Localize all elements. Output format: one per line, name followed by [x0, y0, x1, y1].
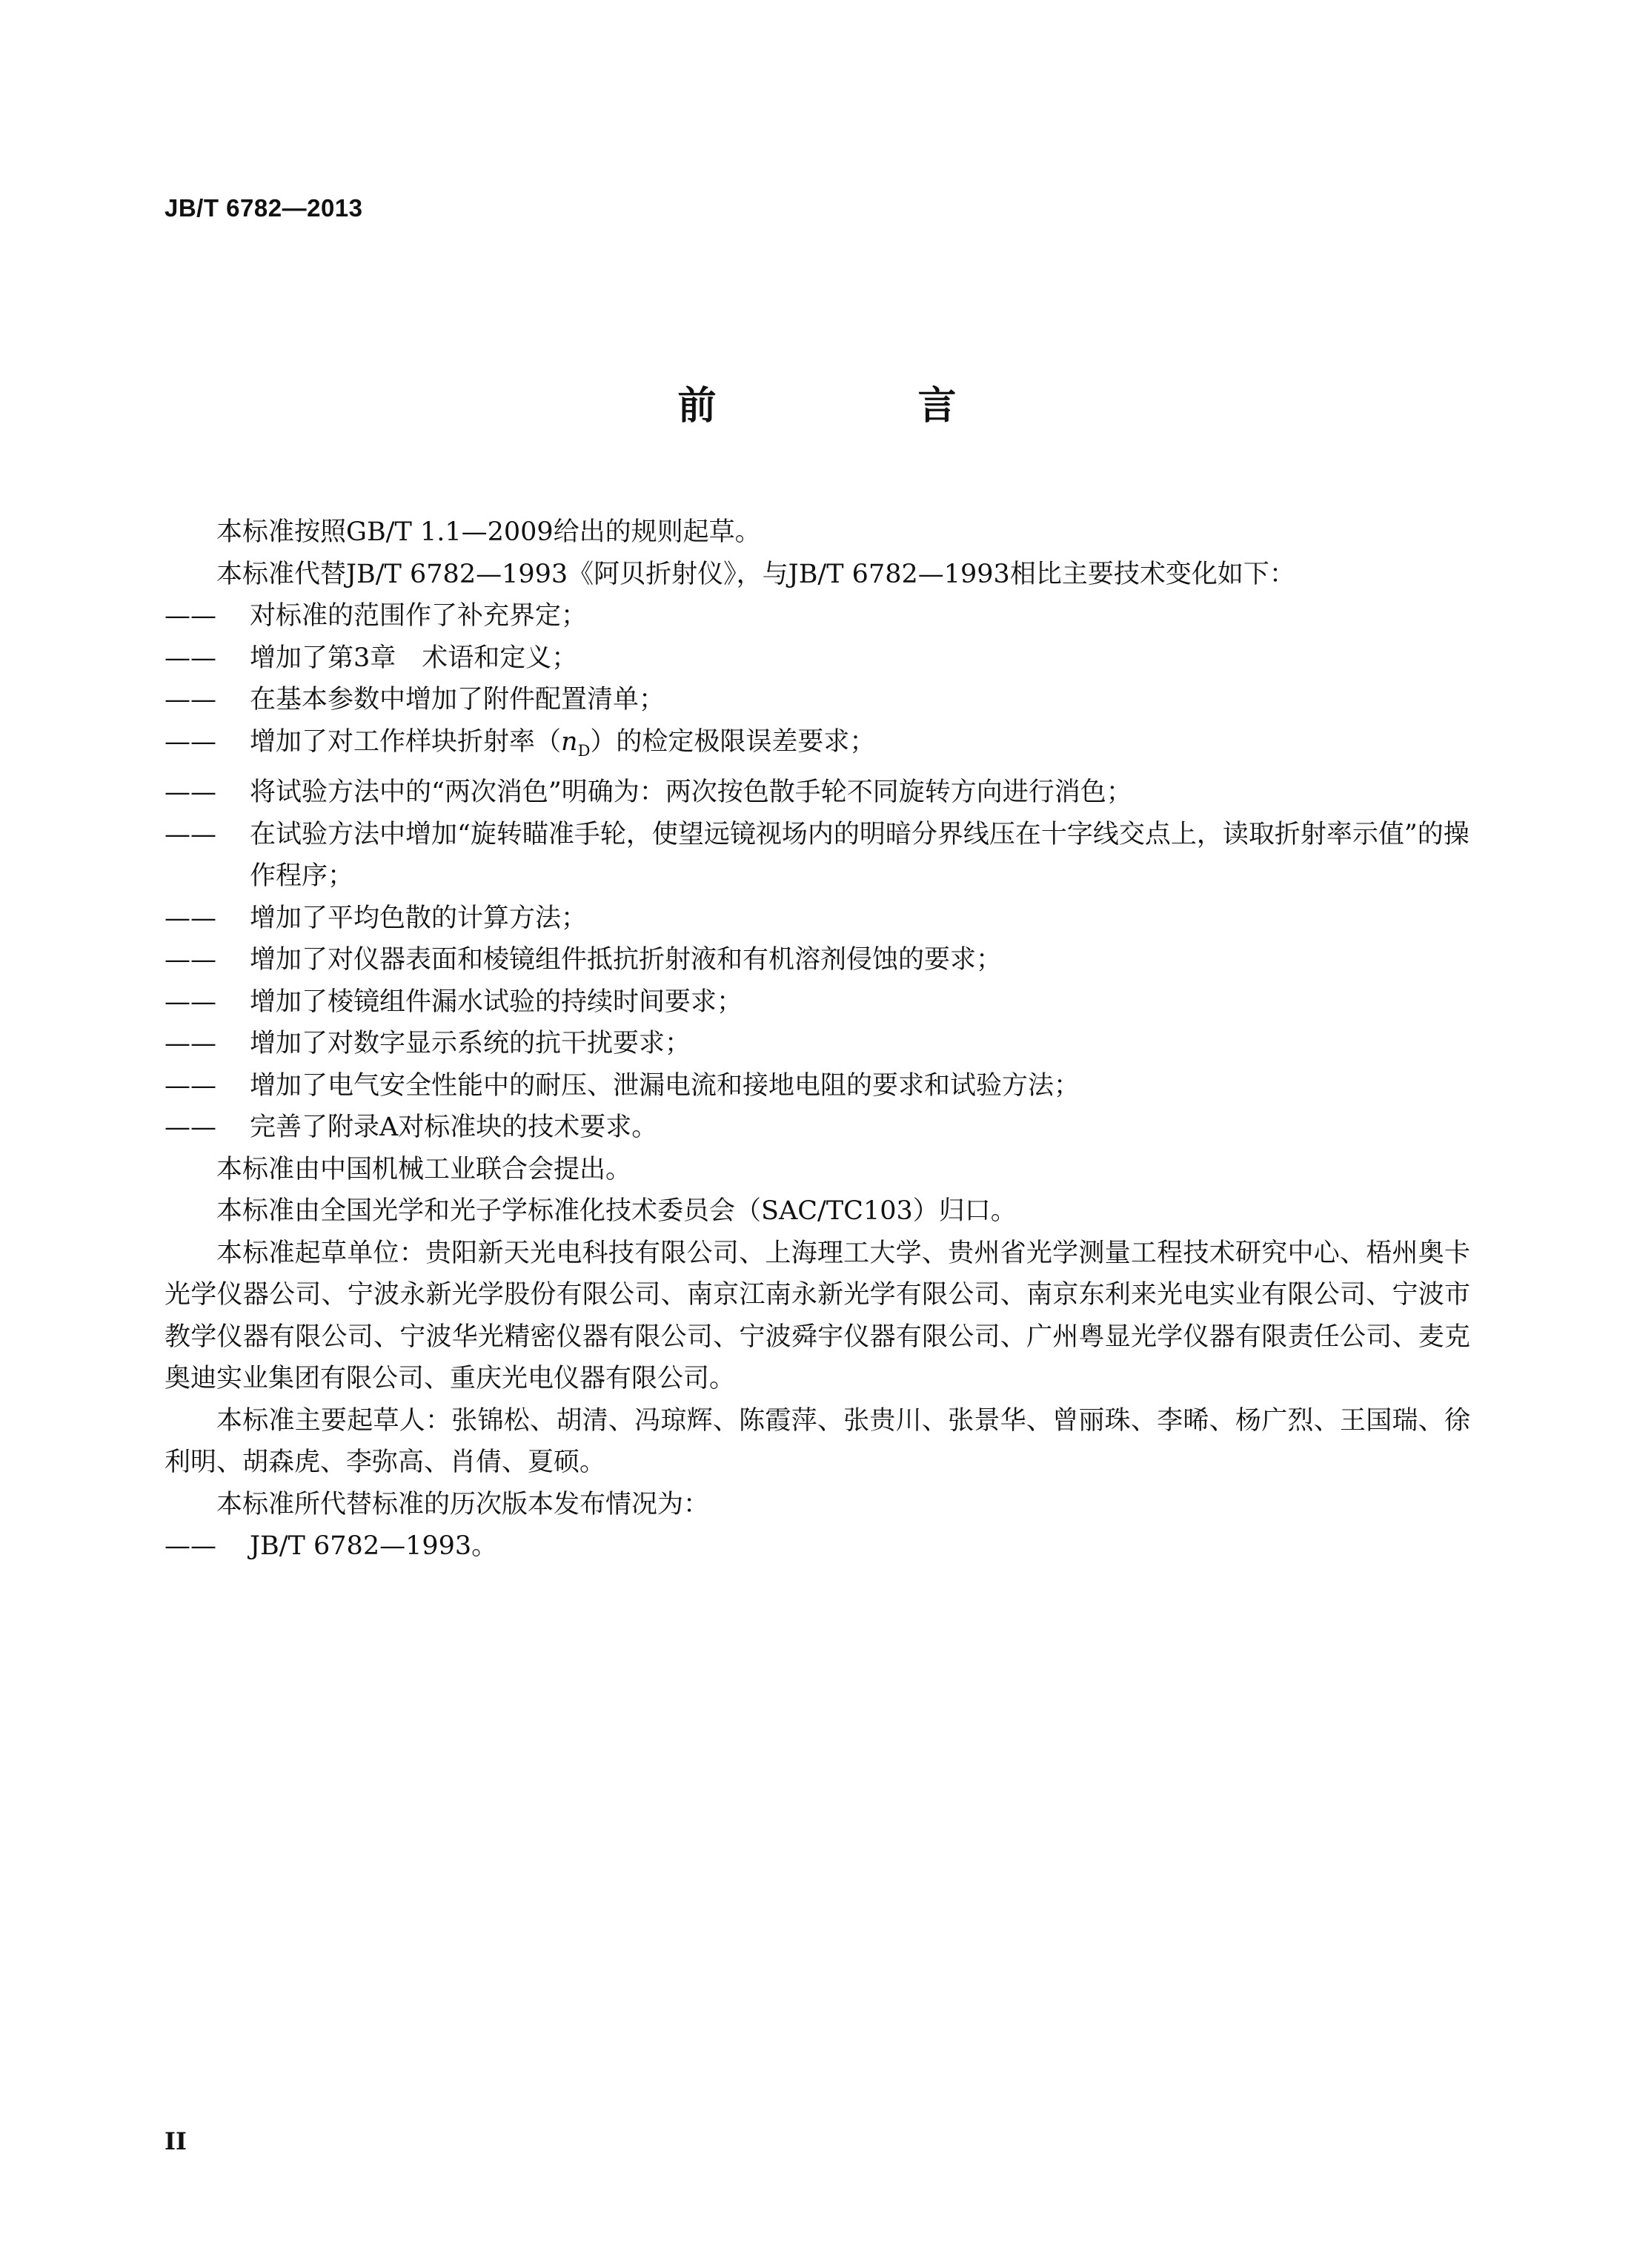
change-text: 增加了第3章 术语和定义；	[250, 643, 578, 673]
dash-marker: ——	[165, 1531, 216, 1561]
paragraph-proposed-by: 本标准由中国机械工业联合会提出。	[216, 1154, 632, 1184]
change-item	[165, 814, 1470, 898]
change-item	[165, 1065, 1470, 1107]
document-id: JB/T 6782—2013	[165, 194, 363, 222]
dash-marker: ——	[165, 643, 216, 673]
paragraph-drafting-rules: 本标准按照GB/T 1.1—2009给出的规则起草。	[216, 517, 761, 547]
paragraph-replaces: 本标准代替JB/T 6782—1993《阿贝折射仪》，与JB/T 6782—1993相比主要技术变化如下：	[216, 559, 1295, 589]
paragraph-history: 本标准所代替标准的历次版本发布情况为：	[216, 1489, 710, 1519]
page-title: 前 言	[677, 384, 1038, 428]
change-text: 增加了电气安全性能中的耐压、泄漏电流和接地电阻的要求和试验方法；	[250, 1070, 1080, 1101]
change-text-tail: ）的检定极限误差要求；	[590, 726, 876, 757]
change-item	[165, 637, 1470, 680]
dash-marker: ——	[165, 903, 216, 933]
document-body	[165, 511, 1470, 1568]
history-text: JB/T 6782—1993。	[250, 1531, 498, 1561]
dash-marker: ——	[165, 819, 216, 849]
dash-marker: ——	[165, 685, 216, 714]
paragraph-drafting-units: 本标准起草单位：贵阳新天光电科技有限公司、上海理工大学、贵州省光学测量工程技术研究中心、梧州奥卡光学仪器公司、宁波永新光学股份有限公司、南京江南永新光学有限公司、南京东利来光电实业有限公司、宁波市教学仪器有限公司、宁波华光精密仪器有限公司、宁波舜宇仪器有限公司、广州粤显光学仪器有限责任公司、麦克奥迪实业集团有限公司、重庆光电仪器有限公司。	[165, 1238, 1470, 1393]
change-item	[165, 981, 1470, 1024]
dash-marker: ——	[165, 1029, 216, 1058]
change-text: 对标准的范围作了补充界定；	[250, 601, 588, 631]
change-text: 在基本参数中增加了附件配置清单；	[250, 685, 665, 714]
change-text: 增加了对工作样块折射率（	[250, 726, 562, 757]
dash-marker: ——	[165, 987, 216, 1017]
history-item	[165, 1525, 1470, 1568]
change-item	[165, 939, 1470, 981]
change-text: 在试验方法中增加“旋转瞄准手轮，使望远镜视场内的明暗分界线压在十字线交点上，读取折射率示值”的操作程序；	[250, 819, 1469, 891]
dash-marker: ——	[165, 1070, 216, 1101]
change-item	[165, 1023, 1470, 1065]
change-text: 增加了对仪器表面和棱镜组件抵抗折射液和有机溶剂侵蚀的要求；	[250, 945, 1003, 975]
change-item	[165, 721, 1470, 772]
change-text: 将试验方法中的“两次消色”明确为：两次按色散手轮不同旋转方向进行消色；	[250, 777, 1132, 807]
dash-marker: ——	[165, 777, 216, 807]
page-number: II	[165, 2127, 187, 2155]
paragraph-managed-by: 本标准由全国光学和光子学标准化技术委员会（SAC/TC103）归口。	[216, 1196, 1017, 1226]
dash-marker: ——	[165, 601, 216, 631]
change-text: 增加了棱镜组件漏水试验的持续时间要求；	[250, 987, 743, 1017]
paragraph-drafters: 本标准主要起草人：张锦松、胡清、冯琼辉、陈霞萍、张贵川、张景华、曾丽珠、李晞、杨广烈、王国瑞、徐利明、胡森虎、李弥高、肖倩、夏硕。	[165, 1405, 1470, 1477]
change-text: 完善了附录A对标准块的技术要求。	[250, 1113, 658, 1142]
change-text: 增加了对数字显示系统的抗干扰要求；	[250, 1029, 691, 1058]
dash-marker: ——	[165, 1113, 216, 1142]
dash-marker: ——	[165, 945, 216, 975]
change-item	[165, 898, 1470, 940]
change-item	[165, 1107, 1470, 1149]
dash-marker: ——	[165, 726, 216, 757]
change-text: 增加了平均色散的计算方法；	[250, 903, 588, 933]
change-item	[165, 679, 1470, 721]
refractive-index-subscript: D	[577, 741, 591, 760]
refractive-index-symbol: n	[561, 726, 578, 757]
change-item	[165, 772, 1470, 814]
change-item	[165, 595, 1470, 637]
